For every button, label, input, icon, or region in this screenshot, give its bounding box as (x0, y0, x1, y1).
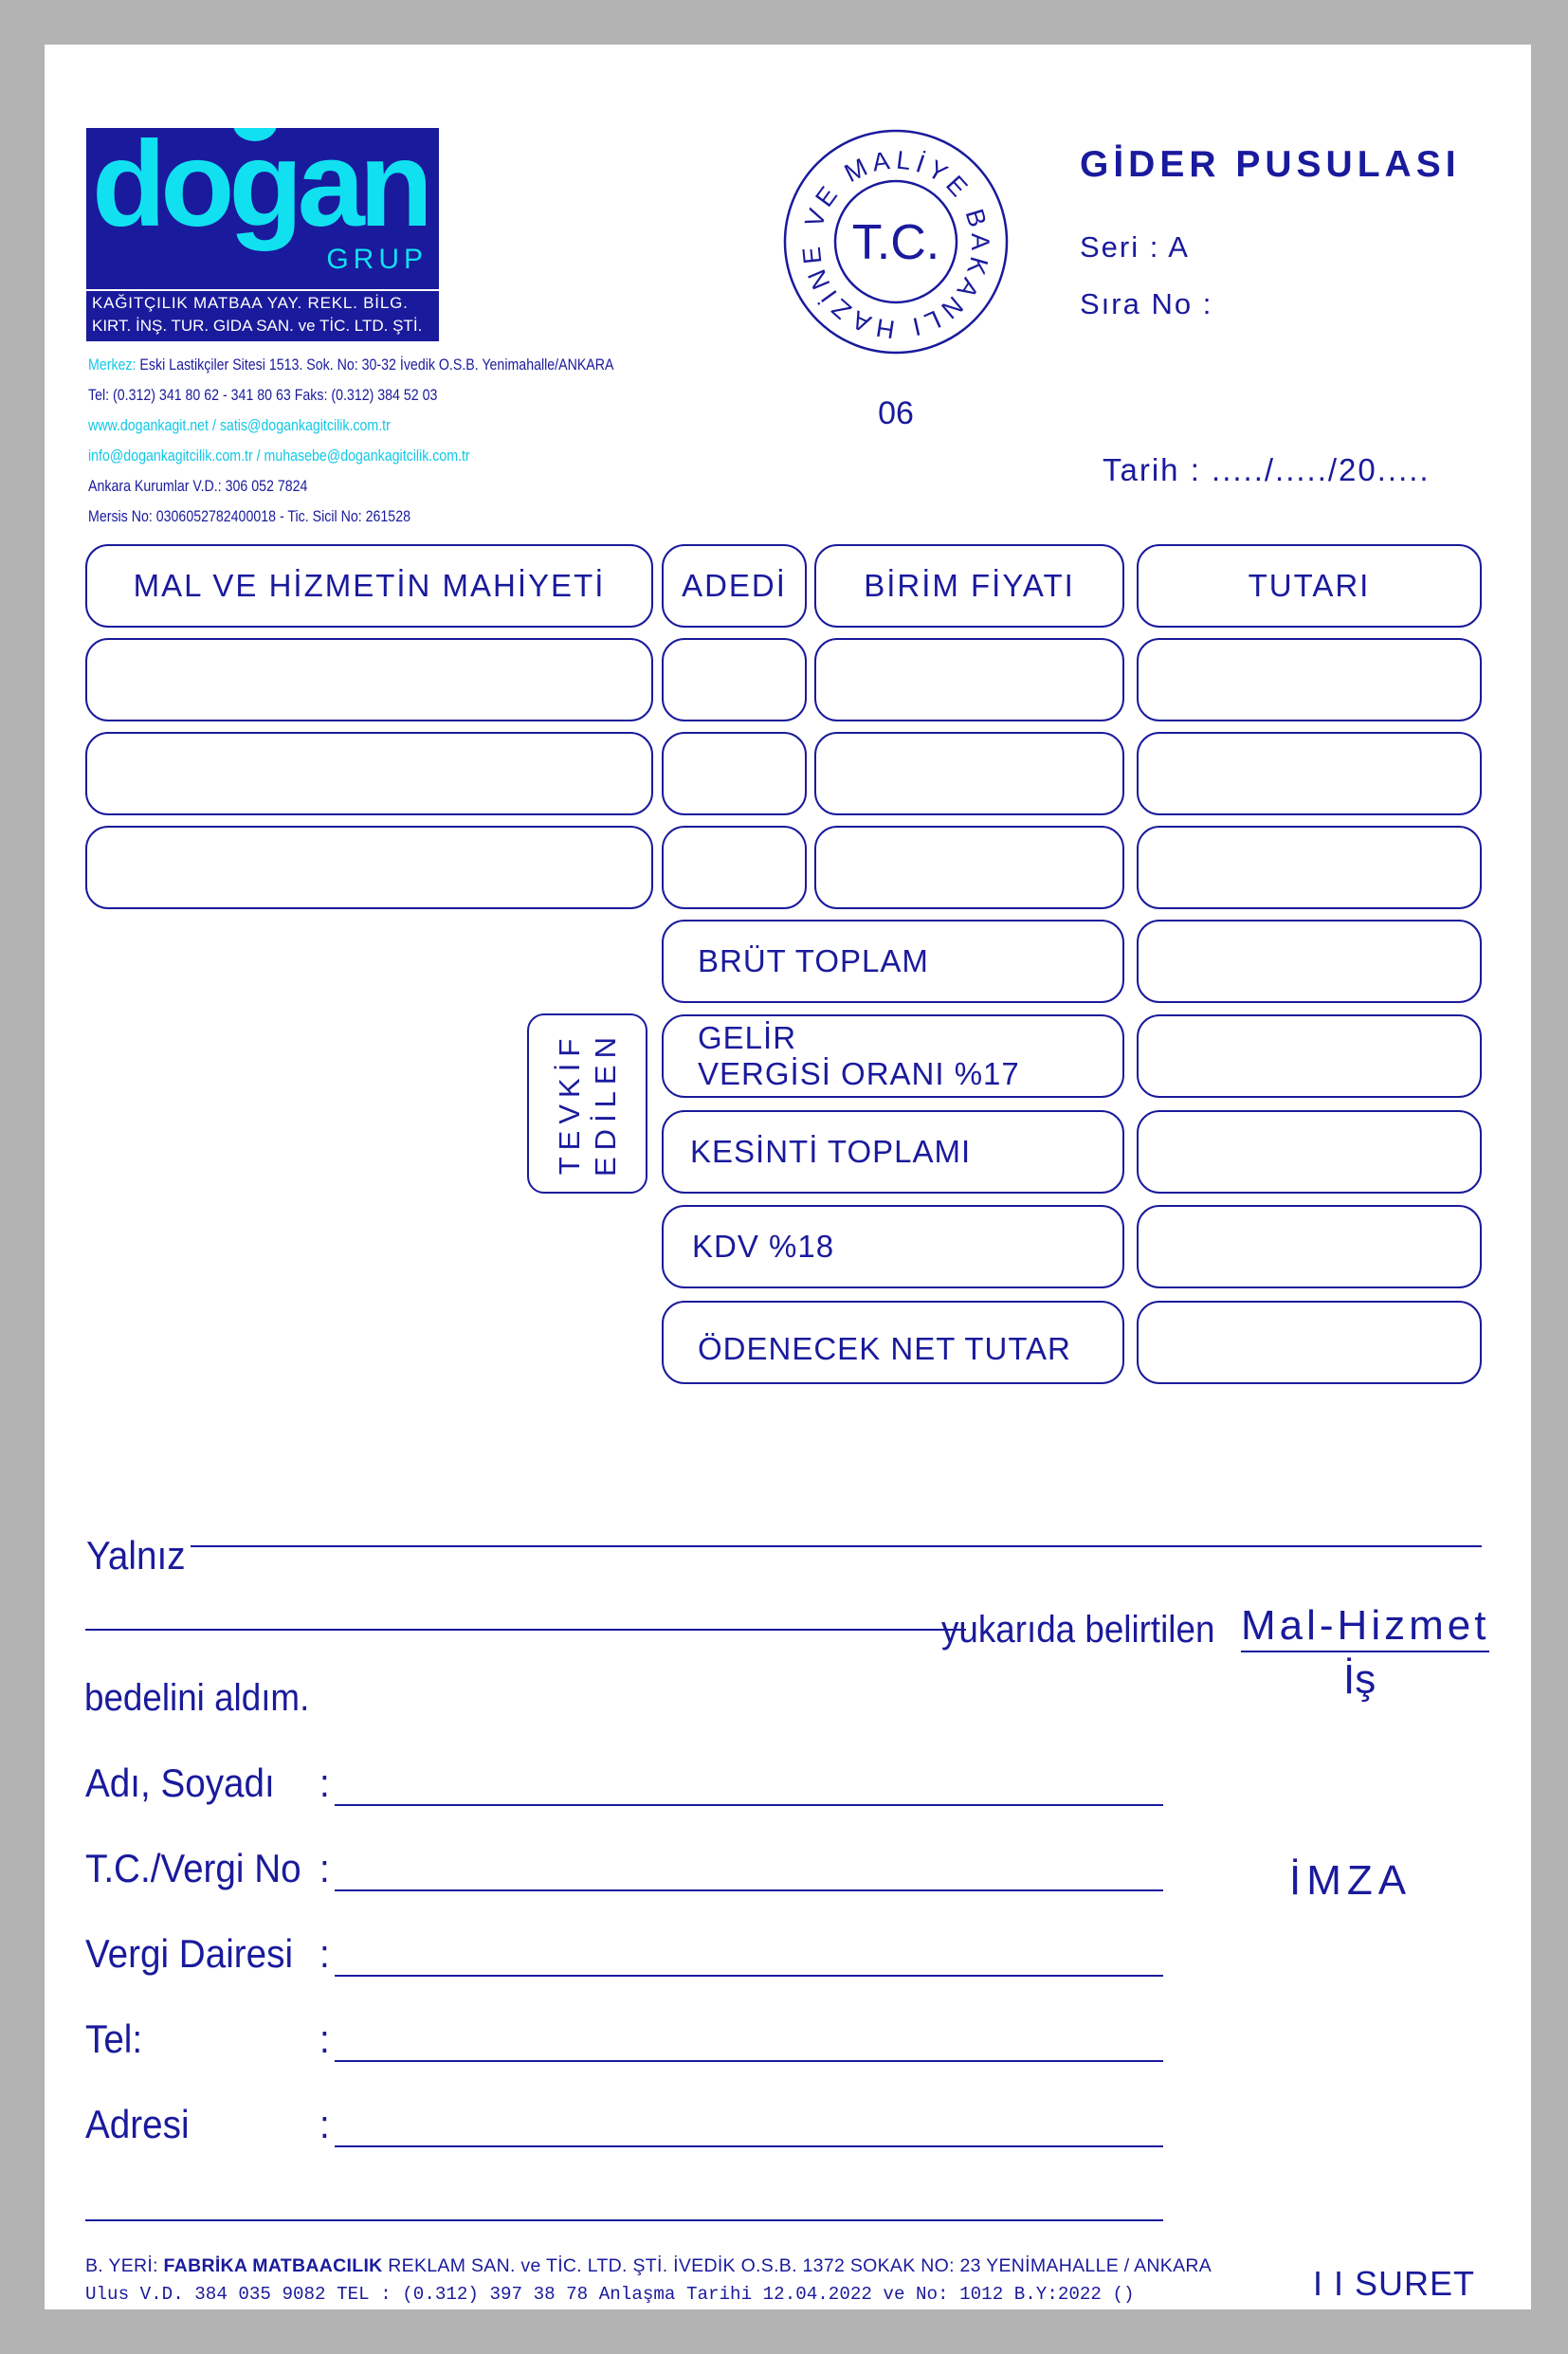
tc-vergi-no-colon: : (319, 1846, 330, 1890)
brut-toplam-value[interactable] (1137, 920, 1482, 1003)
kesinti-toplami-label: KESİNTİ TOPLAMI (662, 1110, 1124, 1194)
row-2-amount[interactable] (1137, 732, 1482, 815)
row-3-unit-price[interactable] (814, 826, 1124, 909)
row-3-description[interactable] (85, 826, 653, 909)
tc-vergi-no-label: T.C./Vergi No (85, 1846, 301, 1890)
sira-no-label: Sıra No : (1080, 287, 1213, 320)
form-page (45, 45, 1531, 2309)
yalniz-line[interactable] (191, 1545, 1482, 1574)
tevkif-line: TEVKİF (552, 1031, 586, 1176)
logo (86, 128, 439, 341)
tc-vergi-no-line[interactable] (335, 1889, 1163, 1891)
header-mal-hizmet: MAL VE HİZMETİN MAHİYETİ (85, 544, 653, 628)
adresi-colon: : (319, 2102, 330, 2146)
document-title: GİDER PUSULASI (1080, 144, 1461, 185)
header-tutari: TUTARI (1137, 544, 1482, 628)
row-1-quantity[interactable] (662, 638, 807, 721)
seal-graphic (768, 128, 1024, 441)
logo-block (86, 128, 439, 289)
footer-prefix: B. YERİ: (85, 2255, 158, 2276)
edilen-line: EDİLEN (588, 1031, 622, 1177)
yukarida-belirtilen-label: yukarıda belirtilen (941, 1609, 1215, 1651)
vergisi-orani-line: VERGİSİ ORANI %17 (698, 1056, 1020, 1091)
adresi-line[interactable] (335, 2145, 1163, 2147)
row-2-unit-price[interactable] (814, 732, 1124, 815)
copy-label: I I SURET (1313, 2264, 1476, 2303)
row-2-description[interactable] (85, 732, 653, 815)
merkez-address: Eski Lastikçiler Sitesi 1513. Sok. No: 30-32 İvedik O.S.B. Yenimahalle/ANKARA (139, 356, 614, 374)
row-1-amount[interactable] (1137, 638, 1482, 721)
bedelini-aldim-label: bedelini aldım. (84, 1677, 310, 1719)
footer-line2: Ulus V.D. 384 035 9082 TEL : (0.312) 397 38 78 Anlaşma Tarihi 12.04.2022 ve No: 1012 B.Y:2022 () (85, 2284, 1135, 2305)
tel-label: Tel: (85, 2016, 143, 2061)
logo-group-text: GRUP (326, 244, 428, 275)
logo-brand-text: dogan (92, 128, 428, 252)
adi-soyadi-line[interactable] (335, 1804, 1163, 1806)
email-line: info@dogankagitcilik.com.tr / muhasebe@dogankagitcilik.com.tr (88, 447, 470, 465)
row-3-amount[interactable] (1137, 826, 1482, 909)
phone-line: Tel: (0.312) 341 80 62 - 341 80 63 Faks: (0.312) 384 52 03 (88, 387, 438, 404)
kdv-label: KDV %18 (662, 1205, 1124, 1288)
merkez-line (88, 356, 613, 374)
vergi-dairesi-label: Vergi Dairesi (85, 1931, 294, 1976)
gelir-vergisi-label (662, 1014, 1124, 1098)
adresi-line-2[interactable] (85, 2219, 1163, 2221)
brut-toplam-label: BRÜT TOPLAM (662, 920, 1124, 1003)
logo-company-line1: KAĞITÇILIK MATBAA YAY. REKL. BİLG. (92, 294, 409, 312)
row-1-unit-price[interactable] (814, 638, 1124, 721)
header-adedi: ADEDİ (662, 544, 807, 628)
amount-words-line[interactable] (85, 1629, 966, 1631)
adresi-label: Adresi (85, 2102, 190, 2146)
logo-company-band (86, 291, 439, 341)
vergi-dairesi-colon: : (319, 1931, 330, 1976)
logo-company-line2: KIRT. İNŞ. TUR. GIDA SAN. ve TİC. LTD. ŞTİ. (92, 317, 423, 335)
merkez-label: Merkez: (88, 356, 137, 374)
adi-soyadi-colon: : (319, 1761, 330, 1805)
gelir-vergisi-value[interactable] (1137, 1014, 1482, 1098)
footer-company-bold: FABRİKA MATBAACILIK (163, 2255, 383, 2276)
tel-line[interactable] (335, 2060, 1163, 2062)
row-1-description[interactable] (85, 638, 653, 721)
row-2-quantity[interactable] (662, 732, 807, 815)
vergi-dairesi-line[interactable] (335, 1975, 1163, 1977)
yalniz-label: Yalnız (86, 1533, 186, 1578)
seal (768, 128, 1024, 441)
tax-office-line: Ankara Kurumlar V.D.: 306 052 7824 (88, 478, 308, 495)
adi-soyadi-label: Adı, Soyadı (85, 1761, 275, 1805)
header-birim-fiyati: BİRİM FİYATI (814, 544, 1124, 628)
tel-colon: : (319, 2016, 330, 2061)
gelir-line: GELİR (698, 1020, 797, 1055)
is-label: İş (1343, 1656, 1377, 1703)
tevkif-edilen-box (527, 1013, 647, 1194)
imza-label: İMZA (1289, 1857, 1413, 1904)
footer-line1 (85, 2255, 1212, 2277)
kdv-value[interactable] (1137, 1205, 1482, 1288)
seri-label: Seri : A (1080, 230, 1190, 264)
tevkif-edilen-text (552, 1031, 624, 1177)
odenecek-net-tutar-label: ÖDENECEK NET TUTAR (662, 1301, 1124, 1384)
kesinti-toplami-value[interactable] (1137, 1110, 1482, 1194)
mal-hizmet-label: Mal-Hizmet (1241, 1601, 1489, 1652)
seal-center-text: T.C. (851, 215, 940, 270)
web-line: www.dogankagit.net / satis@dogankagitcilik.com.tr (88, 417, 391, 434)
seal-ring-text: HAZİNE VE MALİYE BAKANLI (796, 145, 995, 344)
odenecek-net-tutar-value[interactable] (1137, 1301, 1482, 1384)
tarih-label: Tarih : ...../...../20..... (1103, 452, 1431, 487)
footer-company-rest: REKLAM SAN. ve TİC. LTD. ŞTİ. İVEDİK O.S.B. 1372 SOKAK NO: 23 YENİMAHALLE / ANKARA (388, 2255, 1212, 2276)
seal-code: 06 (878, 395, 914, 431)
row-3-quantity[interactable] (662, 826, 807, 909)
mersis-line: Mersis No: 0306052782400018 - Tic. Sicil No: 261528 (88, 508, 410, 525)
